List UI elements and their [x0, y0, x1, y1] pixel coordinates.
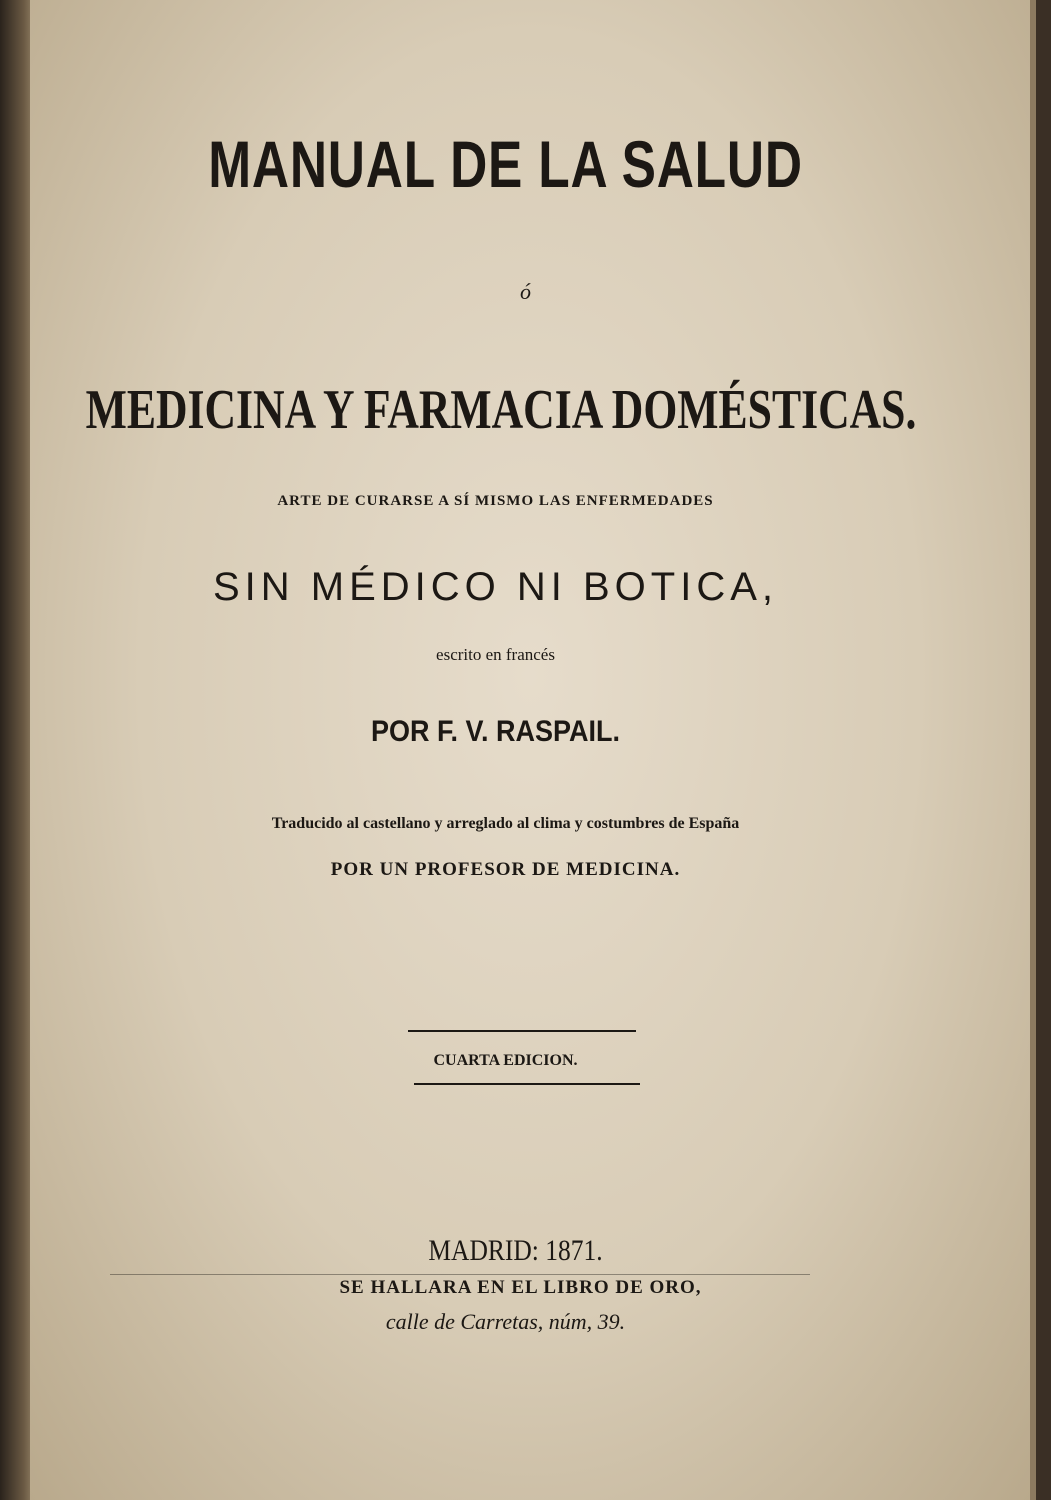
title-page	[30, 0, 1036, 1500]
translation-note: Traducido al castellano y arreglado al clima y costumbres de España	[271, 815, 740, 832]
place-year: MADRID: 1871.	[428, 1234, 603, 1267]
tagline: ARTE DE CURARSE A SÍ MISMO LAS ENFERMEDADES	[277, 493, 714, 509]
imprint-rule	[110, 1274, 810, 1275]
conjunction: ó	[520, 279, 531, 304]
translator: POR UN PROFESOR DE MEDICINA.	[330, 859, 681, 880]
book-subtitle: MEDICINA Y FARMACIA DOMÉSTICAS.	[85, 379, 917, 441]
author: POR F. V. RASPAIL.	[370, 715, 621, 748]
divider-bottom	[414, 1083, 640, 1085]
tagline-secondary: SIN MÉDICO NI BOTICA,	[212, 565, 779, 609]
written-in: escrito en francés	[436, 645, 555, 664]
seller: SE HALLARA EN EL LIBRO DE ORO,	[339, 1277, 702, 1298]
address: calle de Carretas, núm, 39.	[385, 1309, 626, 1334]
book-title: MANUAL DE LA SALUD	[208, 127, 803, 201]
divider-top	[408, 1030, 636, 1032]
edition: CUARTA EDICION.	[433, 1052, 578, 1069]
